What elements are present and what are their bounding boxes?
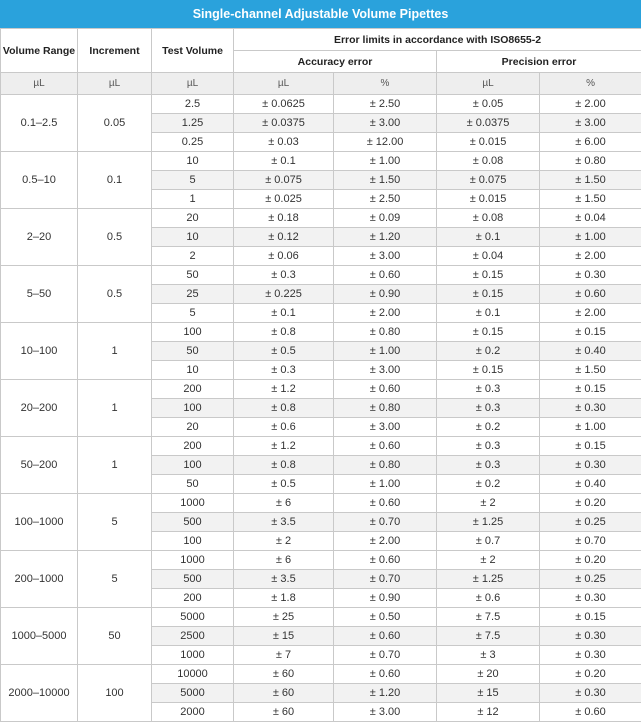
- table-row: [1, 95, 641, 114]
- accuracy-pct-cell: ± 3.00: [334, 418, 437, 437]
- precision-ul-cell: ± 15: [437, 684, 540, 703]
- accuracy-pct-cell: ± 3.00: [334, 247, 437, 266]
- accuracy-ul-cell: ± 0.3: [234, 266, 334, 285]
- test-volume-cell: 2.5: [152, 95, 234, 114]
- accuracy-pct-cell: ± 0.60: [334, 494, 437, 513]
- precision-ul-cell: ± 0.015: [437, 190, 540, 209]
- precision-pct-cell: ± 2.00: [540, 247, 641, 266]
- units-row: [1, 73, 641, 95]
- test-volume-cell: 10: [152, 152, 234, 171]
- precision-pct-cell: ± 0.30: [540, 627, 641, 646]
- precision-pct-cell: ± 0.25: [540, 570, 641, 589]
- test-volume-cell: 50: [152, 266, 234, 285]
- accuracy-ul-cell: ± 0.06: [234, 247, 334, 266]
- test-volume-cell: 5000: [152, 608, 234, 627]
- accuracy-pct-cell: ± 0.90: [334, 589, 437, 608]
- test-volume-cell: 1000: [152, 551, 234, 570]
- test-volume-cell: 5000: [152, 684, 234, 703]
- precision-ul-cell: ± 2: [437, 551, 540, 570]
- accuracy-pct-cell: ± 0.80: [334, 323, 437, 342]
- test-volume-cell: 50: [152, 342, 234, 361]
- precision-ul-cell: ± 0.3: [437, 456, 540, 475]
- accuracy-pct-cell: ± 1.00: [334, 342, 437, 361]
- header-increment: Increment: [78, 29, 152, 73]
- precision-pct-cell: ± 2.00: [540, 95, 641, 114]
- table-row: [1, 209, 641, 228]
- accuracy-pct-cell: ± 12.00: [334, 133, 437, 152]
- precision-pct-cell: ± 1.00: [540, 418, 641, 437]
- accuracy-pct-cell: ± 2.50: [334, 190, 437, 209]
- volume-range-cell: 0.5–10: [1, 152, 78, 209]
- accuracy-ul-cell: ± 0.5: [234, 475, 334, 494]
- increment-cell: 1: [78, 437, 152, 494]
- precision-pct-cell: ± 3.00: [540, 114, 641, 133]
- precision-pct-cell: ± 2.00: [540, 304, 641, 323]
- test-volume-cell: 10: [152, 361, 234, 380]
- precision-pct-cell: ± 6.00: [540, 133, 641, 152]
- accuracy-pct-cell: ± 1.20: [334, 228, 437, 247]
- test-volume-cell: 200: [152, 380, 234, 399]
- volume-range-cell: 2000–10000: [1, 665, 78, 722]
- accuracy-ul-cell: ± 0.225: [234, 285, 334, 304]
- precision-pct-cell: ± 0.40: [540, 342, 641, 361]
- accuracy-ul-cell: ± 0.12: [234, 228, 334, 247]
- precision-ul-cell: ± 0.3: [437, 399, 540, 418]
- test-volume-cell: 100: [152, 399, 234, 418]
- test-volume-cell: 200: [152, 589, 234, 608]
- increment-cell: 100: [78, 665, 152, 722]
- test-volume-cell: 20: [152, 418, 234, 437]
- test-volume-cell: 1000: [152, 494, 234, 513]
- accuracy-ul-cell: ± 1.2: [234, 380, 334, 399]
- accuracy-pct-cell: ± 1.00: [334, 152, 437, 171]
- accuracy-ul-cell: ± 0.1: [234, 304, 334, 323]
- unit-cell: µL: [1, 73, 78, 95]
- accuracy-ul-cell: ± 0.5: [234, 342, 334, 361]
- precision-pct-cell: ± 0.30: [540, 589, 641, 608]
- accuracy-pct-cell: ± 2.00: [334, 304, 437, 323]
- test-volume-cell: 5: [152, 171, 234, 190]
- accuracy-pct-cell: ± 0.80: [334, 399, 437, 418]
- header-accuracy-error: Accuracy error: [234, 51, 437, 73]
- accuracy-pct-cell: ± 0.80: [334, 456, 437, 475]
- accuracy-pct-cell: ± 1.20: [334, 684, 437, 703]
- volume-range-cell: 50–200: [1, 437, 78, 494]
- accuracy-ul-cell: ± 3.5: [234, 570, 334, 589]
- precision-ul-cell: ± 0.1: [437, 228, 540, 247]
- accuracy-ul-cell: ± 6: [234, 494, 334, 513]
- increment-cell: 0.05: [78, 95, 152, 152]
- accuracy-pct-cell: ± 0.60: [334, 627, 437, 646]
- accuracy-ul-cell: ± 2: [234, 532, 334, 551]
- precision-pct-cell: ± 0.04: [540, 209, 641, 228]
- precision-ul-cell: ± 0.15: [437, 266, 540, 285]
- accuracy-ul-cell: ± 0.8: [234, 323, 334, 342]
- accuracy-pct-cell: ± 0.70: [334, 513, 437, 532]
- test-volume-cell: 100: [152, 532, 234, 551]
- precision-pct-cell: ± 1.50: [540, 171, 641, 190]
- precision-ul-cell: ± 1.25: [437, 570, 540, 589]
- precision-ul-cell: ± 12: [437, 703, 540, 722]
- unit-cell: µL: [152, 73, 234, 95]
- precision-pct-cell: ± 0.30: [540, 399, 641, 418]
- precision-ul-cell: ± 0.1: [437, 304, 540, 323]
- unit-cell: %: [540, 73, 641, 95]
- accuracy-ul-cell: ± 0.075: [234, 171, 334, 190]
- precision-pct-cell: ± 0.15: [540, 437, 641, 456]
- precision-ul-cell: ± 2: [437, 494, 540, 513]
- test-volume-cell: 25: [152, 285, 234, 304]
- unit-cell: µL: [437, 73, 540, 95]
- test-volume-cell: 2: [152, 247, 234, 266]
- increment-cell: 5: [78, 551, 152, 608]
- accuracy-ul-cell: ± 0.8: [234, 456, 334, 475]
- test-volume-cell: 10000: [152, 665, 234, 684]
- precision-pct-cell: ± 0.30: [540, 646, 641, 665]
- increment-cell: 0.5: [78, 209, 152, 266]
- test-volume-cell: 100: [152, 323, 234, 342]
- header-precision-error: Precision error: [437, 51, 641, 73]
- accuracy-ul-cell: ± 6: [234, 551, 334, 570]
- precision-pct-cell: ± 0.30: [540, 456, 641, 475]
- volume-range-cell: 1000–5000: [1, 608, 78, 665]
- accuracy-ul-cell: ± 60: [234, 665, 334, 684]
- precision-pct-cell: ± 0.15: [540, 380, 641, 399]
- volume-range-cell: 10–100: [1, 323, 78, 380]
- accuracy-ul-cell: ± 0.1: [234, 152, 334, 171]
- increment-cell: 5: [78, 494, 152, 551]
- precision-ul-cell: ± 1.25: [437, 513, 540, 532]
- unit-cell: %: [334, 73, 437, 95]
- precision-pct-cell: ± 0.20: [540, 551, 641, 570]
- precision-ul-cell: ± 0.05: [437, 95, 540, 114]
- accuracy-pct-cell: ± 3.00: [334, 361, 437, 380]
- accuracy-pct-cell: ± 1.00: [334, 475, 437, 494]
- precision-ul-cell: ± 0.2: [437, 342, 540, 361]
- precision-ul-cell: ± 0.08: [437, 152, 540, 171]
- accuracy-ul-cell: ± 0.18: [234, 209, 334, 228]
- increment-cell: 0.1: [78, 152, 152, 209]
- precision-pct-cell: ± 0.20: [540, 665, 641, 684]
- header-volume-range: Volume Range: [1, 29, 78, 73]
- test-volume-cell: 200: [152, 437, 234, 456]
- precision-pct-cell: ± 0.80: [540, 152, 641, 171]
- table-body: [1, 95, 641, 722]
- test-volume-cell: 500: [152, 513, 234, 532]
- table-row: [1, 266, 641, 285]
- header-row: [1, 29, 641, 51]
- precision-ul-cell: ± 0.2: [437, 475, 540, 494]
- accuracy-pct-cell: ± 0.60: [334, 665, 437, 684]
- precision-ul-cell: ± 7.5: [437, 627, 540, 646]
- precision-pct-cell: ± 1.50: [540, 361, 641, 380]
- accuracy-ul-cell: ± 15: [234, 627, 334, 646]
- accuracy-ul-cell: ± 0.03: [234, 133, 334, 152]
- table-row: [1, 608, 641, 627]
- volume-range-cell: 0.1–2.5: [1, 95, 78, 152]
- accuracy-pct-cell: ± 3.00: [334, 703, 437, 722]
- precision-ul-cell: ± 0.3: [437, 380, 540, 399]
- volume-range-cell: 5–50: [1, 266, 78, 323]
- precision-ul-cell: ± 7.5: [437, 608, 540, 627]
- pipette-spec-table: [0, 28, 641, 722]
- accuracy-pct-cell: ± 0.60: [334, 437, 437, 456]
- test-volume-cell: 10: [152, 228, 234, 247]
- precision-pct-cell: ± 0.15: [540, 608, 641, 627]
- precision-pct-cell: ± 0.30: [540, 684, 641, 703]
- test-volume-cell: 100: [152, 456, 234, 475]
- table-row: [1, 665, 641, 684]
- test-volume-cell: 2500: [152, 627, 234, 646]
- precision-ul-cell: ± 0.2: [437, 418, 540, 437]
- accuracy-ul-cell: ± 0.6: [234, 418, 334, 437]
- precision-pct-cell: ± 0.15: [540, 323, 641, 342]
- test-volume-cell: 5: [152, 304, 234, 323]
- test-volume-cell: 1000: [152, 646, 234, 665]
- test-volume-cell: 1.25: [152, 114, 234, 133]
- accuracy-ul-cell: ± 60: [234, 703, 334, 722]
- accuracy-ul-cell: ± 0.025: [234, 190, 334, 209]
- accuracy-pct-cell: ± 0.60: [334, 266, 437, 285]
- accuracy-pct-cell: ± 0.50: [334, 608, 437, 627]
- header-test-volume: Test Volume: [152, 29, 234, 73]
- precision-pct-cell: ± 0.30: [540, 266, 641, 285]
- accuracy-ul-cell: ± 0.0625: [234, 95, 334, 114]
- precision-pct-cell: ± 1.50: [540, 190, 641, 209]
- precision-ul-cell: ± 20: [437, 665, 540, 684]
- precision-ul-cell: ± 0.0375: [437, 114, 540, 133]
- accuracy-pct-cell: ± 1.50: [334, 171, 437, 190]
- accuracy-pct-cell: ± 0.70: [334, 646, 437, 665]
- precision-ul-cell: ± 0.075: [437, 171, 540, 190]
- increment-cell: 1: [78, 380, 152, 437]
- test-volume-cell: 20: [152, 209, 234, 228]
- precision-ul-cell: ± 0.08: [437, 209, 540, 228]
- accuracy-pct-cell: ± 0.70: [334, 570, 437, 589]
- header-error-limits: Error limits in accordance with ISO8655-2: [234, 29, 641, 51]
- table-row: [1, 323, 641, 342]
- accuracy-pct-cell: ± 0.90: [334, 285, 437, 304]
- precision-pct-cell: ± 0.20: [540, 494, 641, 513]
- test-volume-cell: 500: [152, 570, 234, 589]
- precision-ul-cell: ± 0.15: [437, 285, 540, 304]
- unit-cell: µL: [234, 73, 334, 95]
- accuracy-ul-cell: ± 1.2: [234, 437, 334, 456]
- precision-ul-cell: ± 0.15: [437, 323, 540, 342]
- accuracy-pct-cell: ± 0.60: [334, 380, 437, 399]
- accuracy-ul-cell: ± 25: [234, 608, 334, 627]
- precision-pct-cell: ± 0.40: [540, 475, 641, 494]
- precision-pct-cell: ± 0.70: [540, 532, 641, 551]
- volume-range-cell: 2–20: [1, 209, 78, 266]
- table-row: [1, 551, 641, 570]
- precision-ul-cell: ± 0.3: [437, 437, 540, 456]
- volume-range-cell: 20–200: [1, 380, 78, 437]
- test-volume-cell: 2000: [152, 703, 234, 722]
- table-row: [1, 494, 641, 513]
- precision-pct-cell: ± 0.60: [540, 703, 641, 722]
- increment-cell: 50: [78, 608, 152, 665]
- test-volume-cell: 50: [152, 475, 234, 494]
- volume-range-cell: 200–1000: [1, 551, 78, 608]
- increment-cell: 0.5: [78, 266, 152, 323]
- table-row: [1, 380, 641, 399]
- volume-range-cell: 100–1000: [1, 494, 78, 551]
- precision-ul-cell: ± 0.15: [437, 361, 540, 380]
- accuracy-pct-cell: ± 2.00: [334, 532, 437, 551]
- precision-pct-cell: ± 0.60: [540, 285, 641, 304]
- table-title: Single-channel Adjustable Volume Pipettes: [0, 0, 641, 28]
- accuracy-ul-cell: ± 0.3: [234, 361, 334, 380]
- accuracy-pct-cell: ± 3.00: [334, 114, 437, 133]
- accuracy-ul-cell: ± 60: [234, 684, 334, 703]
- accuracy-ul-cell: ± 0.8: [234, 399, 334, 418]
- precision-ul-cell: ± 0.04: [437, 247, 540, 266]
- accuracy-ul-cell: ± 0.0375: [234, 114, 334, 133]
- table-row: [1, 152, 641, 171]
- precision-ul-cell: ± 0.7: [437, 532, 540, 551]
- test-volume-cell: 0.25: [152, 133, 234, 152]
- precision-ul-cell: ± 0.6: [437, 589, 540, 608]
- accuracy-ul-cell: ± 3.5: [234, 513, 334, 532]
- precision-pct-cell: ± 0.25: [540, 513, 641, 532]
- precision-ul-cell: ± 0.015: [437, 133, 540, 152]
- accuracy-pct-cell: ± 0.09: [334, 209, 437, 228]
- unit-cell: µL: [78, 73, 152, 95]
- test-volume-cell: 1: [152, 190, 234, 209]
- accuracy-ul-cell: ± 7: [234, 646, 334, 665]
- precision-ul-cell: ± 3: [437, 646, 540, 665]
- precision-pct-cell: ± 1.00: [540, 228, 641, 247]
- accuracy-ul-cell: ± 1.8: [234, 589, 334, 608]
- table-row: [1, 437, 641, 456]
- accuracy-pct-cell: ± 0.60: [334, 551, 437, 570]
- increment-cell: 1: [78, 323, 152, 380]
- accuracy-pct-cell: ± 2.50: [334, 95, 437, 114]
